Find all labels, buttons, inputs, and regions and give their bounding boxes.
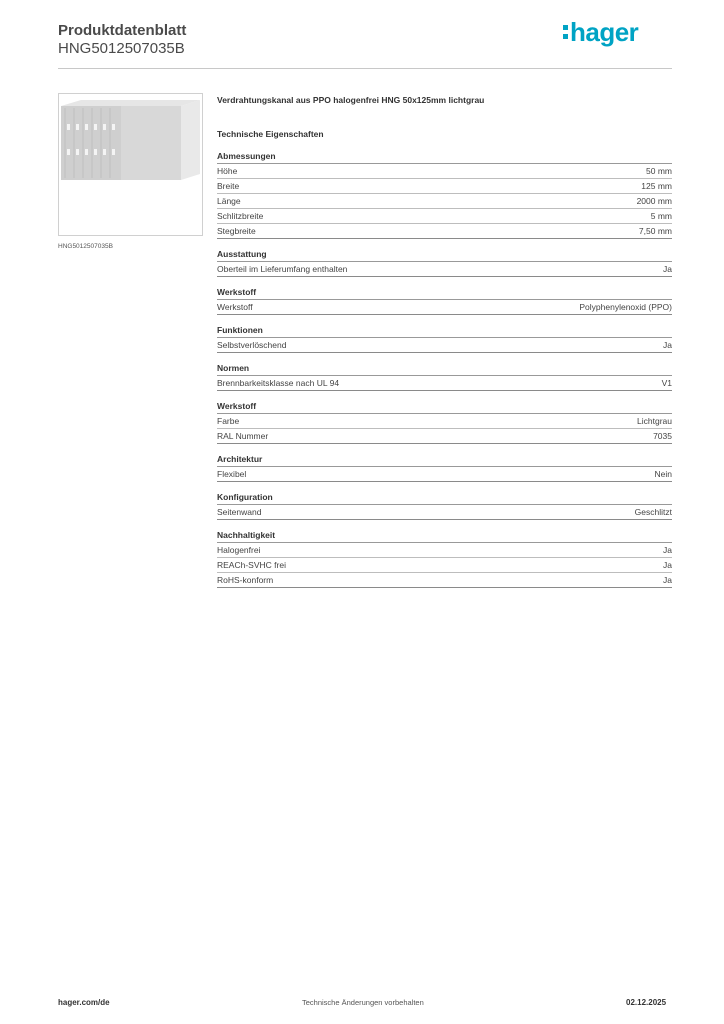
spec-value: V1: [661, 378, 672, 388]
spec-label: Schlitzbreite: [217, 211, 264, 221]
page-title: Produktdatenblatt: [58, 22, 187, 39]
spec-row: [217, 224, 672, 239]
logo-dots-icon: [563, 23, 568, 41]
logo-text: hager: [570, 16, 639, 47]
spec-value: 5 mm: [650, 211, 672, 221]
footer-notice: Technische Änderungen vorbehalten: [302, 998, 424, 1007]
spec-value: Ja: [663, 560, 672, 570]
spec-label: Halogenfrei: [217, 545, 261, 555]
spec-row: [217, 209, 672, 224]
image-caption: HNG5012507035B: [58, 243, 113, 250]
spec-group: [217, 325, 672, 353]
spec-value: 2000 mm: [636, 196, 672, 206]
spec-group: [217, 401, 672, 444]
spec-row: [217, 164, 672, 179]
spec-label: Brennbarkeitsklasse nach UL 94: [217, 378, 340, 388]
spec-group-title: Abmessungen: [217, 151, 672, 164]
spec-value: 125 mm: [641, 181, 672, 191]
spec-group-title: Nachhaltigkeit: [217, 530, 672, 543]
spec-value: Geschlitzt: [634, 507, 672, 517]
spec-label: Breite: [217, 181, 240, 191]
spec-label: Farbe: [217, 416, 240, 426]
product-image: [58, 93, 203, 236]
spec-label: Flexibel: [217, 469, 247, 479]
spec-row: [217, 467, 672, 482]
spec-row: [217, 429, 672, 444]
spec-value: Nein: [654, 469, 672, 479]
spec-label: Stegbreite: [217, 226, 256, 236]
spec-value: 50 mm: [646, 166, 672, 176]
spec-label: RoHS-konform: [217, 575, 274, 585]
footer-website-link[interactable]: hager.com/de: [58, 998, 110, 1007]
spec-row: [217, 194, 672, 209]
spec-label: RAL Nummer: [217, 431, 269, 441]
header-divider: [58, 68, 672, 69]
spec-group: [217, 492, 672, 520]
spec-row: [217, 179, 672, 194]
spec-row: [217, 414, 672, 429]
spec-row: [217, 262, 672, 277]
spec-row: [217, 376, 672, 391]
spec-row: [217, 338, 672, 353]
spec-label: Höhe: [217, 166, 238, 176]
product-title: Verdrahtungskanal aus PPO halogenfrei HNG 50x125mm lichtgrau: [217, 95, 485, 105]
spec-row: [217, 558, 672, 573]
spec-content: [217, 95, 672, 588]
spec-group: [217, 287, 672, 315]
spec-group-title: Normen: [217, 363, 672, 376]
spec-value: 7035: [653, 431, 672, 441]
spec-group: [217, 151, 672, 239]
spec-label: Seitenwand: [217, 507, 262, 517]
spec-group-title: Werkstoff: [217, 401, 672, 414]
spec-value: Polyphenylenoxid (PPO): [579, 302, 672, 312]
spec-label: Oberteil im Lieferumfang enthalten: [217, 264, 348, 274]
spec-row: [217, 300, 672, 315]
spec-row: [217, 573, 672, 588]
spec-value: Ja: [663, 545, 672, 555]
spec-label: REACh-SVHC frei: [217, 560, 286, 570]
spec-groups: [217, 151, 672, 588]
spec-group-title: Architektur: [217, 454, 672, 467]
spec-value: Ja: [663, 340, 672, 350]
spec-row: [217, 505, 672, 520]
spec-label: Werkstoff: [217, 302, 253, 312]
cable-duct-image: [59, 94, 202, 235]
spec-value: 7,50 mm: [638, 226, 672, 236]
spec-group-title: Funktionen: [217, 325, 672, 338]
footer-date: 02.12.2025: [626, 998, 667, 1007]
spec-group-title: Ausstattung: [217, 249, 672, 262]
spec-value: Ja: [663, 575, 672, 585]
spec-value: Lichtgrau: [637, 416, 672, 426]
spec-label: Selbstverlöschend: [217, 340, 287, 350]
hager-logo: [563, 14, 638, 50]
spec-heading: Technische Eigenschaften: [217, 129, 324, 139]
spec-group: [217, 530, 672, 588]
spec-group: [217, 363, 672, 391]
spec-group: [217, 249, 672, 277]
spec-group-title: Werkstoff: [217, 287, 672, 300]
spec-group-title: Konfiguration: [217, 492, 672, 505]
spec-label: Länge: [217, 196, 241, 206]
spec-row: [217, 543, 672, 558]
spec-value: Ja: [663, 264, 672, 274]
product-code: HNG5012507035B: [58, 40, 185, 57]
spec-group: [217, 454, 672, 482]
